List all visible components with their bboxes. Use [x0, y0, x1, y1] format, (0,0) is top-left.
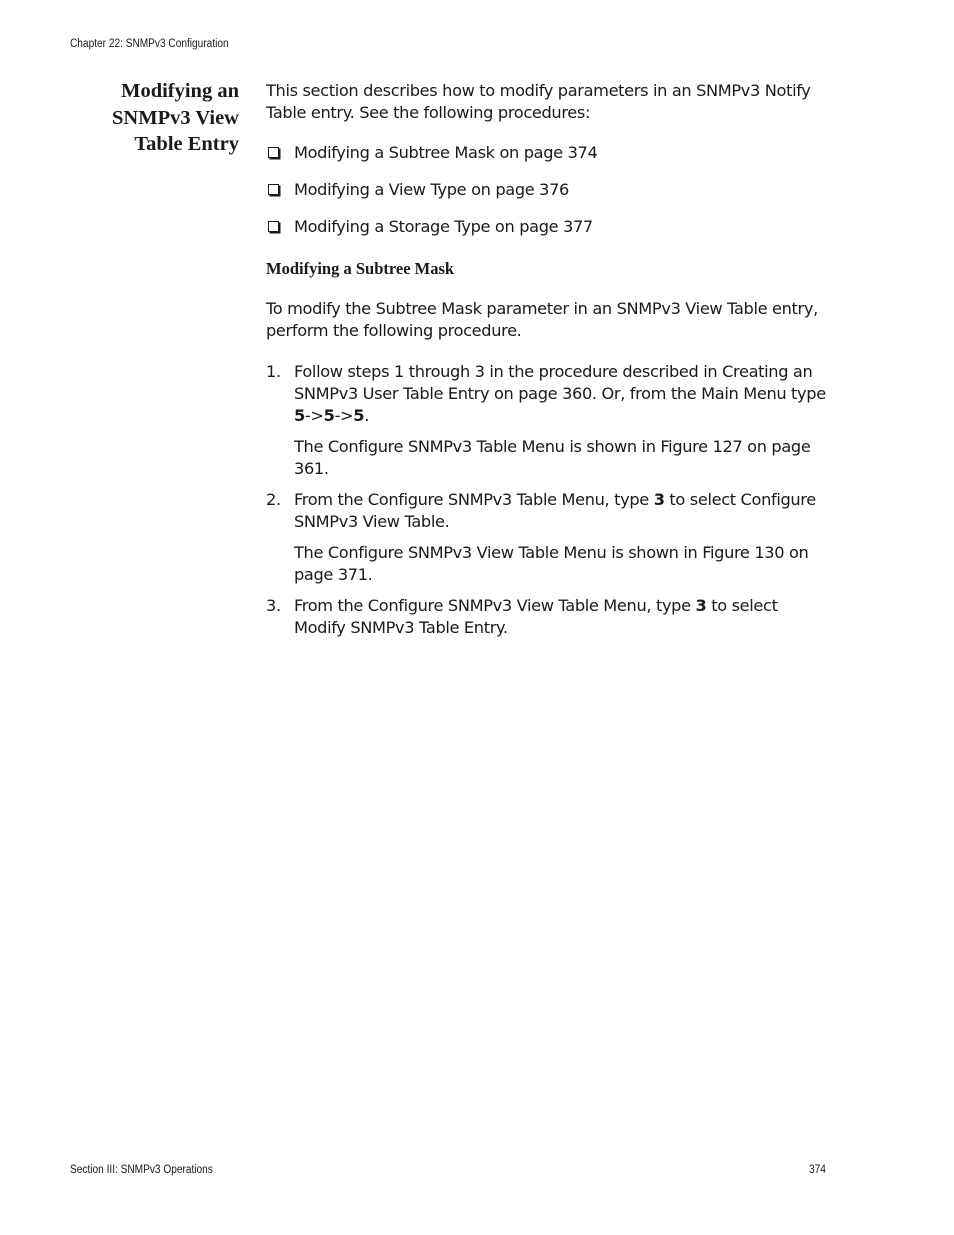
step-number: 1. [266, 362, 281, 381]
step-text-part: Follow steps 1 through 3 in the procedure described in Creating an SNMPv3 User Table Entry on page 360. Or, from the Main Menu type [294, 362, 826, 403]
procedure-link[interactable]: Modifying a Storage Type on page 377 [294, 217, 593, 236]
step-note: The Configure SNMPv3 Table Menu is shown in Figure 127 on page 361. [294, 437, 811, 478]
key-separator: -> [334, 406, 354, 425]
procedure-list-item[interactable] [266, 216, 832, 238]
checkbox-bullet-icon [268, 221, 279, 232]
key-value: 5 [323, 406, 335, 425]
step-text [294, 595, 832, 639]
procedure-link[interactable]: Modifying a Subtree Mask on page 374 [294, 143, 598, 162]
procedure-list-item[interactable] [266, 179, 832, 201]
running-header: Chapter 22: SNMPv3 Configuration [70, 38, 229, 50]
intro-paragraph: This section describes how to modify parameters in an SNMPv3 Notify Table entry. See the following procedures: [266, 81, 811, 122]
step-text-part: . [364, 406, 369, 425]
section-heading-line-2: SNMPv3 View [112, 106, 239, 129]
step-text-part: From the Configure SNMPv3 Table Menu, type [294, 490, 654, 509]
key-value: 5 [294, 406, 305, 425]
step-item [266, 489, 832, 586]
checkbox-bullet-icon [268, 147, 279, 158]
step-item [266, 361, 832, 480]
key-value: 5 [353, 406, 365, 425]
key-value: 3 [695, 596, 707, 615]
step-item [266, 595, 832, 639]
subsection-heading: Modifying a Subtree Mask [266, 259, 455, 278]
step-text-part: From the Configure SNMPv3 View Table Menu, type [294, 596, 696, 615]
section-heading-line-3: Table Entry [134, 133, 239, 155]
body-column [266, 80, 832, 648]
page-number: 374 [809, 1164, 826, 1176]
running-footer: Section III: SNMPv3 Operations [70, 1164, 213, 1176]
step-text-part: to select Modify SNMPv3 Table Entry. [294, 596, 778, 637]
step-text [294, 489, 832, 533]
procedure-list-item[interactable] [266, 142, 832, 164]
step-text-part: to select Configure SNMPv3 View Table. [294, 490, 816, 531]
checkbox-bullet-icon [268, 184, 279, 195]
section-heading-line-1: Modifying an [121, 80, 239, 102]
step-list [266, 361, 832, 639]
key-separator: -> [304, 406, 324, 425]
key-value: 3 [653, 490, 665, 509]
step-number: 3. [266, 596, 281, 615]
step-text [294, 361, 832, 427]
procedure-link[interactable]: Modifying a View Type on page 376 [294, 180, 569, 199]
section-heading [60, 78, 239, 158]
step-note: The Configure SNMPv3 View Table Menu is shown in Figure 130 on page 371. [294, 543, 809, 584]
lead-paragraph: To modify the Subtree Mask parameter in an SNMPv3 View Table entry, perform the following procedure. [266, 299, 818, 340]
step-number: 2. [266, 490, 281, 509]
procedure-list [266, 142, 832, 238]
